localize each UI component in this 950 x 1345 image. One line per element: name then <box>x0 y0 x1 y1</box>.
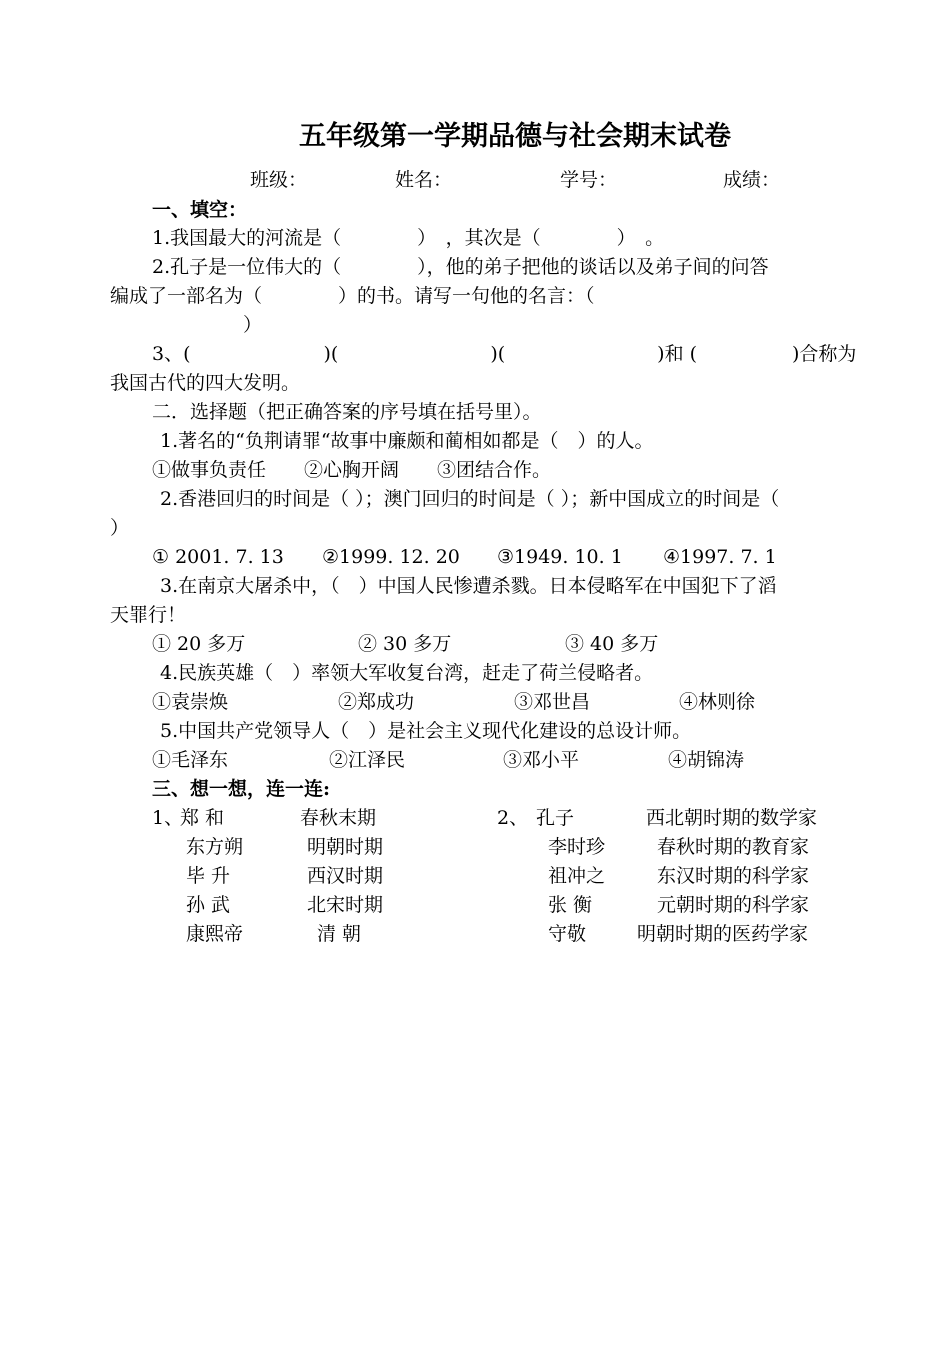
match-period: 北宋时期 <box>307 894 384 916</box>
match-person: 李时珍 <box>548 836 606 858</box>
choice-q4-option: ③邓世昌 <box>514 691 591 713</box>
choice-q5: 5.中国共产党领导人（ ）是社会主义现代化建设的总设计师。 <box>160 720 692 742</box>
choice-q4-option: ④林则徐 <box>679 691 756 713</box>
choice-q2-line1: 2.香港回归的时间是（ ）；澳门回归的时间是（ ）；新中国成立的时间是（ <box>160 488 780 510</box>
fill-q2-line2: 编成了一部名为（ ）的书。请写一句他的名言：（ <box>110 285 595 307</box>
section2-heading: 二．选择题（把正确答案的序号填在括号里）。 <box>152 401 542 423</box>
choice-q5-option: ④胡锦涛 <box>668 749 745 771</box>
match-person: 康熙帝 <box>186 923 244 945</box>
match-person: 毕 升 <box>186 865 231 887</box>
match-group1-label: 1、 <box>152 807 184 829</box>
choice-q4: 4.民族英雄（ ）率领大军收复台湾，赶走了荷兰侵略者。 <box>160 662 654 684</box>
choice-q4-option: ①袁崇焕 <box>152 691 229 713</box>
fill-q3-line1: 3、( )( )( )和 ( )合称为 <box>152 343 857 365</box>
choice-q5-option: ②江泽民 <box>329 749 406 771</box>
choice-q5-option: ③邓小平 <box>503 749 580 771</box>
match-role: 元朝时期的科学家 <box>657 894 810 916</box>
choice-q2-option: ④1997. 7. 1 <box>663 546 777 568</box>
fill-q2-line1: 2.孔子是一位伟大的（ ），他的弟子把他的谈话以及弟子间的问答 <box>152 256 769 278</box>
match-period: 明朝时期 <box>307 836 384 858</box>
match-person: 孙 武 <box>186 894 231 916</box>
choice-q3-option: ③ 40 多万 <box>565 633 659 655</box>
match-period: 春秋末期 <box>300 807 377 829</box>
choice-q2-option: ① 2001. 7. 13 <box>152 546 284 568</box>
choice-q1: 1.著名的“负荆请罪“故事中廉颇和蔺相如都是（ ）的人。 <box>160 430 654 452</box>
match-role: 东汉时期的科学家 <box>657 865 810 887</box>
choice-q5-option: ①毛泽东 <box>152 749 229 771</box>
choice-q2-option: ②1999. 12. 20 <box>322 546 460 568</box>
match-person: 郑 和 <box>180 807 225 829</box>
class-label: 班级： <box>250 169 308 191</box>
match-role: 明朝时期的医药学家 <box>637 923 809 945</box>
page-title: 五年级第一学期品德与社会期末试卷 <box>299 121 731 152</box>
choice-q2-option: ③1949. 10. 1 <box>497 546 623 568</box>
match-person: 张 衡 <box>548 894 593 916</box>
match-role: 春秋时期的教育家 <box>657 836 810 858</box>
fill-q3-line2: 我国古代的四大发明。 <box>110 372 301 394</box>
choice-q3-option: ① 20 多万 <box>152 633 246 655</box>
match-group2-label: 2、 <box>497 807 529 829</box>
score-label: 成绩： <box>723 169 781 191</box>
number-label: 学号： <box>560 169 618 191</box>
choice-q1-options: ①做事负责任 ②心胸开阔 ③团结合作。 <box>152 459 552 481</box>
choice-q3-option: ② 30 多万 <box>358 633 452 655</box>
fill-q1: 1.我国最大的河流是（ ） ，其次是（ ） 。 <box>152 227 665 249</box>
choice-q3-line1: 3.在南京大屠杀中，（ ）中国人民惨遭杀戮。日本侵略军在中国犯下了滔 <box>160 575 777 597</box>
choice-q3-line2: 天罪行！ <box>110 604 187 626</box>
choice-q4-option: ②郑成功 <box>338 691 415 713</box>
match-person: 守敬 <box>548 923 587 945</box>
match-person: 东方朔 <box>186 836 244 858</box>
name-label: 姓名： <box>395 169 453 191</box>
match-role: 西北朝时期的数学家 <box>646 807 818 829</box>
section1-heading: 一、填空： <box>152 199 248 221</box>
match-period: 西汉时期 <box>307 865 384 887</box>
match-person: 孔子 <box>536 807 575 829</box>
match-person: 祖冲之 <box>548 865 606 887</box>
section3-heading: 三、想一想，连一连: <box>152 778 331 800</box>
choice-q2-line2: ） <box>110 517 130 539</box>
fill-q2-line3: ） <box>243 314 263 336</box>
match-period: 清 朝 <box>317 923 362 945</box>
